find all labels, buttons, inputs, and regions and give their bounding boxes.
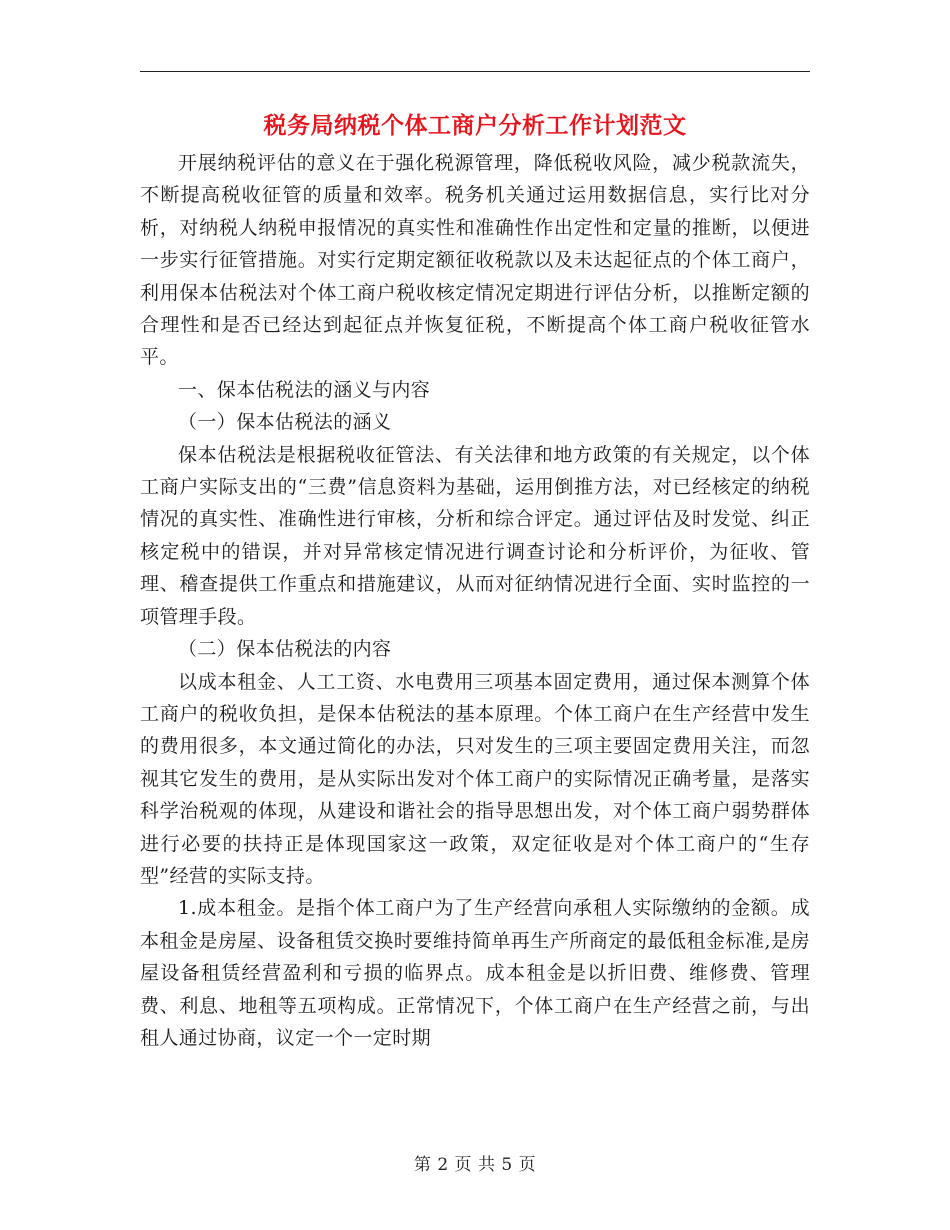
- document-body: [140, 147, 810, 1054]
- paragraph: 以成本租金、人工工资、水电费用三项基本固定费用，通过保本测算个体工商户的税收负担，是保本估税法的基本原理。个体工商户在生产经营中发生的费用很多，本文通过简化的办法，只对发生的三项主要固定费用关注，而忽视其它发生的费用，是从实际出发对个体工商户的实际情况正确考量，是落实科学治税观的体现，从建设和谐社会的指导思想出发，对个体工商户弱势群体进行必要的扶持正是体现国家这一政策，双定征收是对个体工商户的“生存型”经营的实际支持。: [140, 670, 810, 887]
- paragraph: 开展纳税评估的意义在于强化税源管理，降低税收风险，减少税款流失，不断提高税收征管的质量和效率。税务机关通过运用数据信息，实行比对分析，对纳税人纳税申报情况的真实性和准确性作出定性和定量的推断，以便进一步实行征管措施。对实行定期定额征收税款以及未达起征点的个体工商户，利用保本估税法对个体工商户税收核定情况定期进行评估分析，以推断定额的合理性和是否已经达到起征点并恢复征税，不断提高个体工商户税收征管水平。: [140, 152, 810, 369]
- page-number: 第 2 页 共 5 页: [413, 1155, 537, 1175]
- subsection-heading: （二）保本估税法的内容: [178, 638, 392, 661]
- paragraph: 保本估税法是根据税收征管法、有关法律和地方政策的有关规定，以个体工商户实际支出的“三费”信息资料为基础，运用倒推方法，对已经核定的纳税情况的真实性、准确性进行审核，分析和综合评定。通过评估及时发觉、纠正核定税中的错误，并对异常核定情况进行调查讨论和分析评价，为征收、管理、稽查提供工作重点和措施建议，从而对征纳情况进行全面、实时监控的一项管理手段。: [140, 443, 810, 628]
- subsection-heading: （一）保本估税法的涵义: [178, 411, 392, 434]
- paragraph: 1.成本租金。是指个体工商户为了生产经营向承租人实际缴纳的金额。成本租金是房屋、设备租赁交换时要维持简单再生产所商定的最低租金标准,是房屋设备租赁经营盈利和亏损的临界点。成本租金是以折旧费、维修费、管理费、利息、地租等五项构成。正常情况下，个体工商户在生产经营之前，与出租人通过协商，议定一个一定时期: [140, 897, 810, 1049]
- section-heading: 一、保本估税法的涵义与内容: [178, 378, 431, 401]
- document-title: 税务局纳税个体工商户分析工作计划范文: [263, 113, 687, 139]
- header-rule: [140, 71, 810, 72]
